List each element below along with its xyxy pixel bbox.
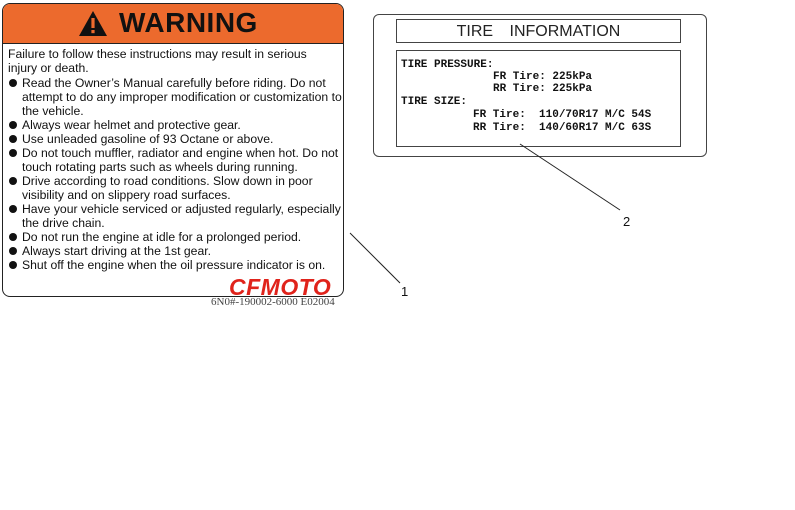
fr-pressure: FR Tire: 225kPa bbox=[493, 71, 593, 83]
leader-line-2 bbox=[520, 144, 620, 210]
list-item: Always start driving at the 1st gear. bbox=[8, 244, 342, 258]
brand-logo: CFMOTO bbox=[229, 274, 332, 297]
tire-title: TIRE INFORMATION bbox=[456, 23, 621, 40]
rr-pressure: RR Tire: 225kPa bbox=[493, 83, 593, 95]
callout-1: 1 bbox=[401, 284, 409, 299]
list-item: Do not run the engine at idle for a prolonged period. bbox=[8, 230, 342, 244]
list-item: Read the Owner’s Manual carefully before riding. Do not attempt to do any improper modification or customization to the vehicle. bbox=[8, 76, 342, 118]
warning-intro: Failure to follow these instructions may result in serious injury or death. bbox=[8, 47, 307, 75]
list-item: Shut off the engine when the oil pressure indicator is on. bbox=[8, 258, 342, 272]
pressure-heading: TIRE PRESSURE: bbox=[401, 59, 494, 71]
list-item: Have your vehicle serviced or adjusted regularly, especially the drive chain. bbox=[8, 202, 342, 230]
fr-size: FR Tire: 110/70R17 M/C 54S bbox=[473, 109, 652, 121]
list-item: Drive according to road conditions. Slow down in poor visibility and on slippery road surfaces. bbox=[8, 174, 342, 202]
callout-2: 2 bbox=[623, 214, 631, 229]
leader-line-1 bbox=[350, 233, 400, 283]
list-item: Use unleaded gasoline of 93 Octane or above. bbox=[8, 132, 342, 146]
list-item: Always wear helmet and protective gear. bbox=[8, 118, 342, 132]
warning-title: WARNING bbox=[119, 7, 258, 38]
size-heading: TIRE SIZE: bbox=[401, 96, 468, 108]
rr-size: RR Tire: 140/60R17 M/C 63S bbox=[473, 122, 652, 134]
list-item: Do not touch muffler, radiator and engine when hot. Do not touch rotating parts such as wheels during running. bbox=[8, 146, 342, 174]
part-number: 6N0#-190002-6000 E02004 bbox=[211, 296, 335, 308]
